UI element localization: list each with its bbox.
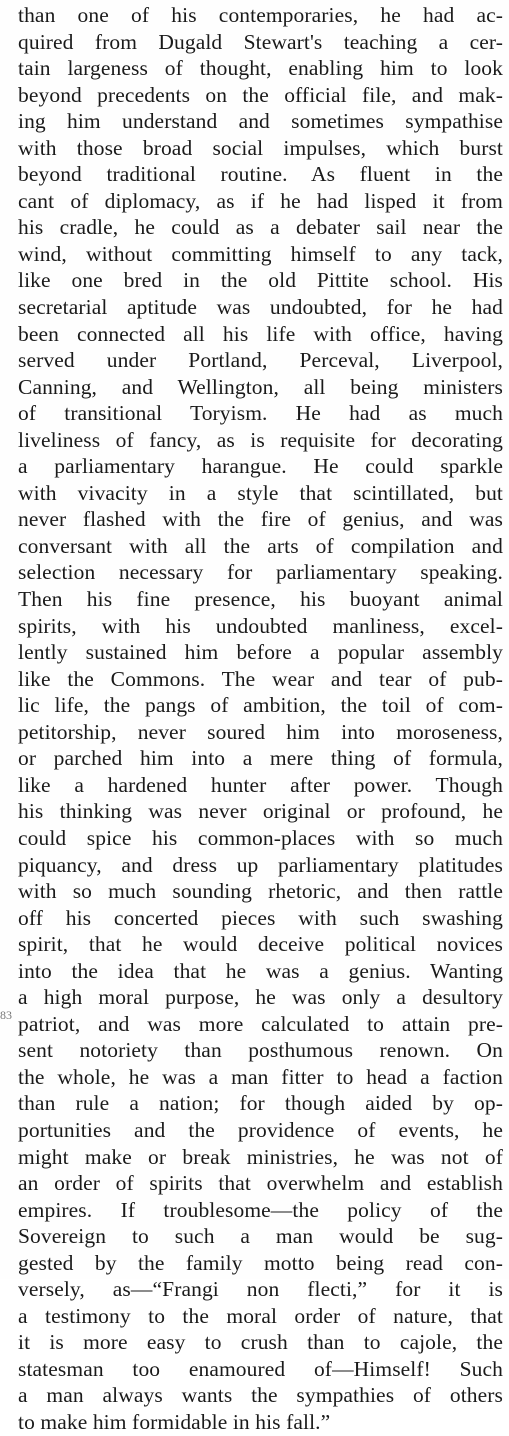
text-line: with those broad social impulses, which burst [18, 135, 503, 160]
text-line: of transitional Toryism. He had as much [18, 401, 503, 426]
text-line: Then his fine presence, his buoyant animal [18, 587, 503, 612]
text-line: statesman too enamoured of—Himself! Such [18, 1356, 503, 1381]
text-line: versely, as—“Frangi non flecti,” for it is [18, 1277, 503, 1302]
text-line: a high moral purpose, he was only a desultory [18, 985, 503, 1010]
text-line: empires. If troublesome—the policy of the [18, 1197, 503, 1222]
text-line: piquancy, and dress up parliamentary platitudes [18, 852, 503, 877]
text-line: with so much sounding rhetoric, and then rattle [18, 879, 503, 904]
text-line: lic life, the pangs of ambition, the toil of com- [18, 693, 503, 718]
text-line: served under Portland, Perceval, Liverpool, [18, 348, 503, 373]
text-line: portunities and the providence of events, he [18, 1117, 503, 1142]
text-line: an order of spirits that overwhelm and establish [18, 1171, 503, 1196]
text-line: or parched him into a mere thing of formula, [18, 746, 503, 771]
text-line: than rule a nation; for though aided by op- [18, 1091, 503, 1116]
text-line: spirit, that he would deceive political novices [18, 932, 503, 957]
text-line: cant of diplomacy, as if he had lisped it from [18, 188, 503, 213]
text-line: like the Commons. The wear and tear of pub- [18, 666, 503, 691]
text-line: the whole, he was a man fitter to head a faction [18, 1064, 503, 1089]
text-line: ing him understand and sometimes sympathise [18, 109, 503, 134]
text-line: gested by the family motto being read con- [18, 1250, 503, 1275]
text-line: petitorship, never soured him into moroseness, [18, 719, 503, 744]
text-line: sent notoriety than posthumous renown. On [18, 1038, 503, 1063]
text-line: tain largeness of thought, enabling him to look [18, 56, 503, 81]
text-line: could spice his common-places with so much [18, 825, 503, 850]
text-line: spirits, with his undoubted manliness, excel- [18, 613, 503, 638]
text-line: quired from Dugald Stewart's teaching a cer- [18, 29, 503, 54]
text-line: like one bred in the old Pittite school. His [18, 268, 503, 293]
text-line: conversant with all the arts of compilation and [18, 533, 503, 558]
text-line: a man always wants the sympathies of others [18, 1383, 503, 1408]
text-line: beyond traditional routine. As fluent in the [18, 162, 503, 187]
text-line: into the idea that he was a genius. Wanting [18, 958, 503, 983]
text-line: lently sustained him before a popular assembly [18, 640, 503, 665]
text-line: to make him formidable in his fall.” [18, 1409, 331, 1434]
text-line: like a hardened hunter after power. Though [18, 772, 503, 797]
text-line: liveliness of fancy, as is requisite for decorating [18, 427, 503, 452]
text-line: a parliamentary harangue. He could sparkle [18, 454, 503, 479]
text-line: might make or break ministries, he was not of [18, 1144, 503, 1169]
text-line: never flashed with the fire of genius, and was [18, 507, 503, 532]
text-line: his thinking was never original or profound, he [18, 799, 503, 824]
text-line: it is more easy to crush than to cajole, the [18, 1330, 503, 1355]
text-line: Sovereign to such a man would be sug- [18, 1224, 503, 1249]
text-line: his cradle, he could as a debater sail near the [18, 215, 503, 240]
text-line: been connected all his life with office, having [18, 321, 503, 346]
text-line: patriot, and was more calculated to attain pre- [18, 1011, 503, 1036]
text-line: selection necessary for parliamentary speaking. [18, 560, 503, 585]
text-column [18, 2, 503, 1436]
text-line: secretarial aptitude was undoubted, for he had [18, 295, 503, 320]
text-line: Canning, and Wellington, all being ministers [18, 374, 503, 399]
text-line: with vivacity in a style that scintillated, but [18, 480, 503, 505]
text-line: off his concerted pieces with such swashing [18, 905, 503, 930]
text-line: beyond precedents on the official file, and mak- [18, 82, 503, 107]
text-line: a testimony to the moral order of nature, that [18, 1303, 503, 1328]
text-line: than one of his contemporaries, he had ac- [18, 3, 503, 27]
text-line: wind, without committing himself to any tack, [18, 241, 503, 266]
margin-line-number: 83 [0, 1008, 12, 1022]
